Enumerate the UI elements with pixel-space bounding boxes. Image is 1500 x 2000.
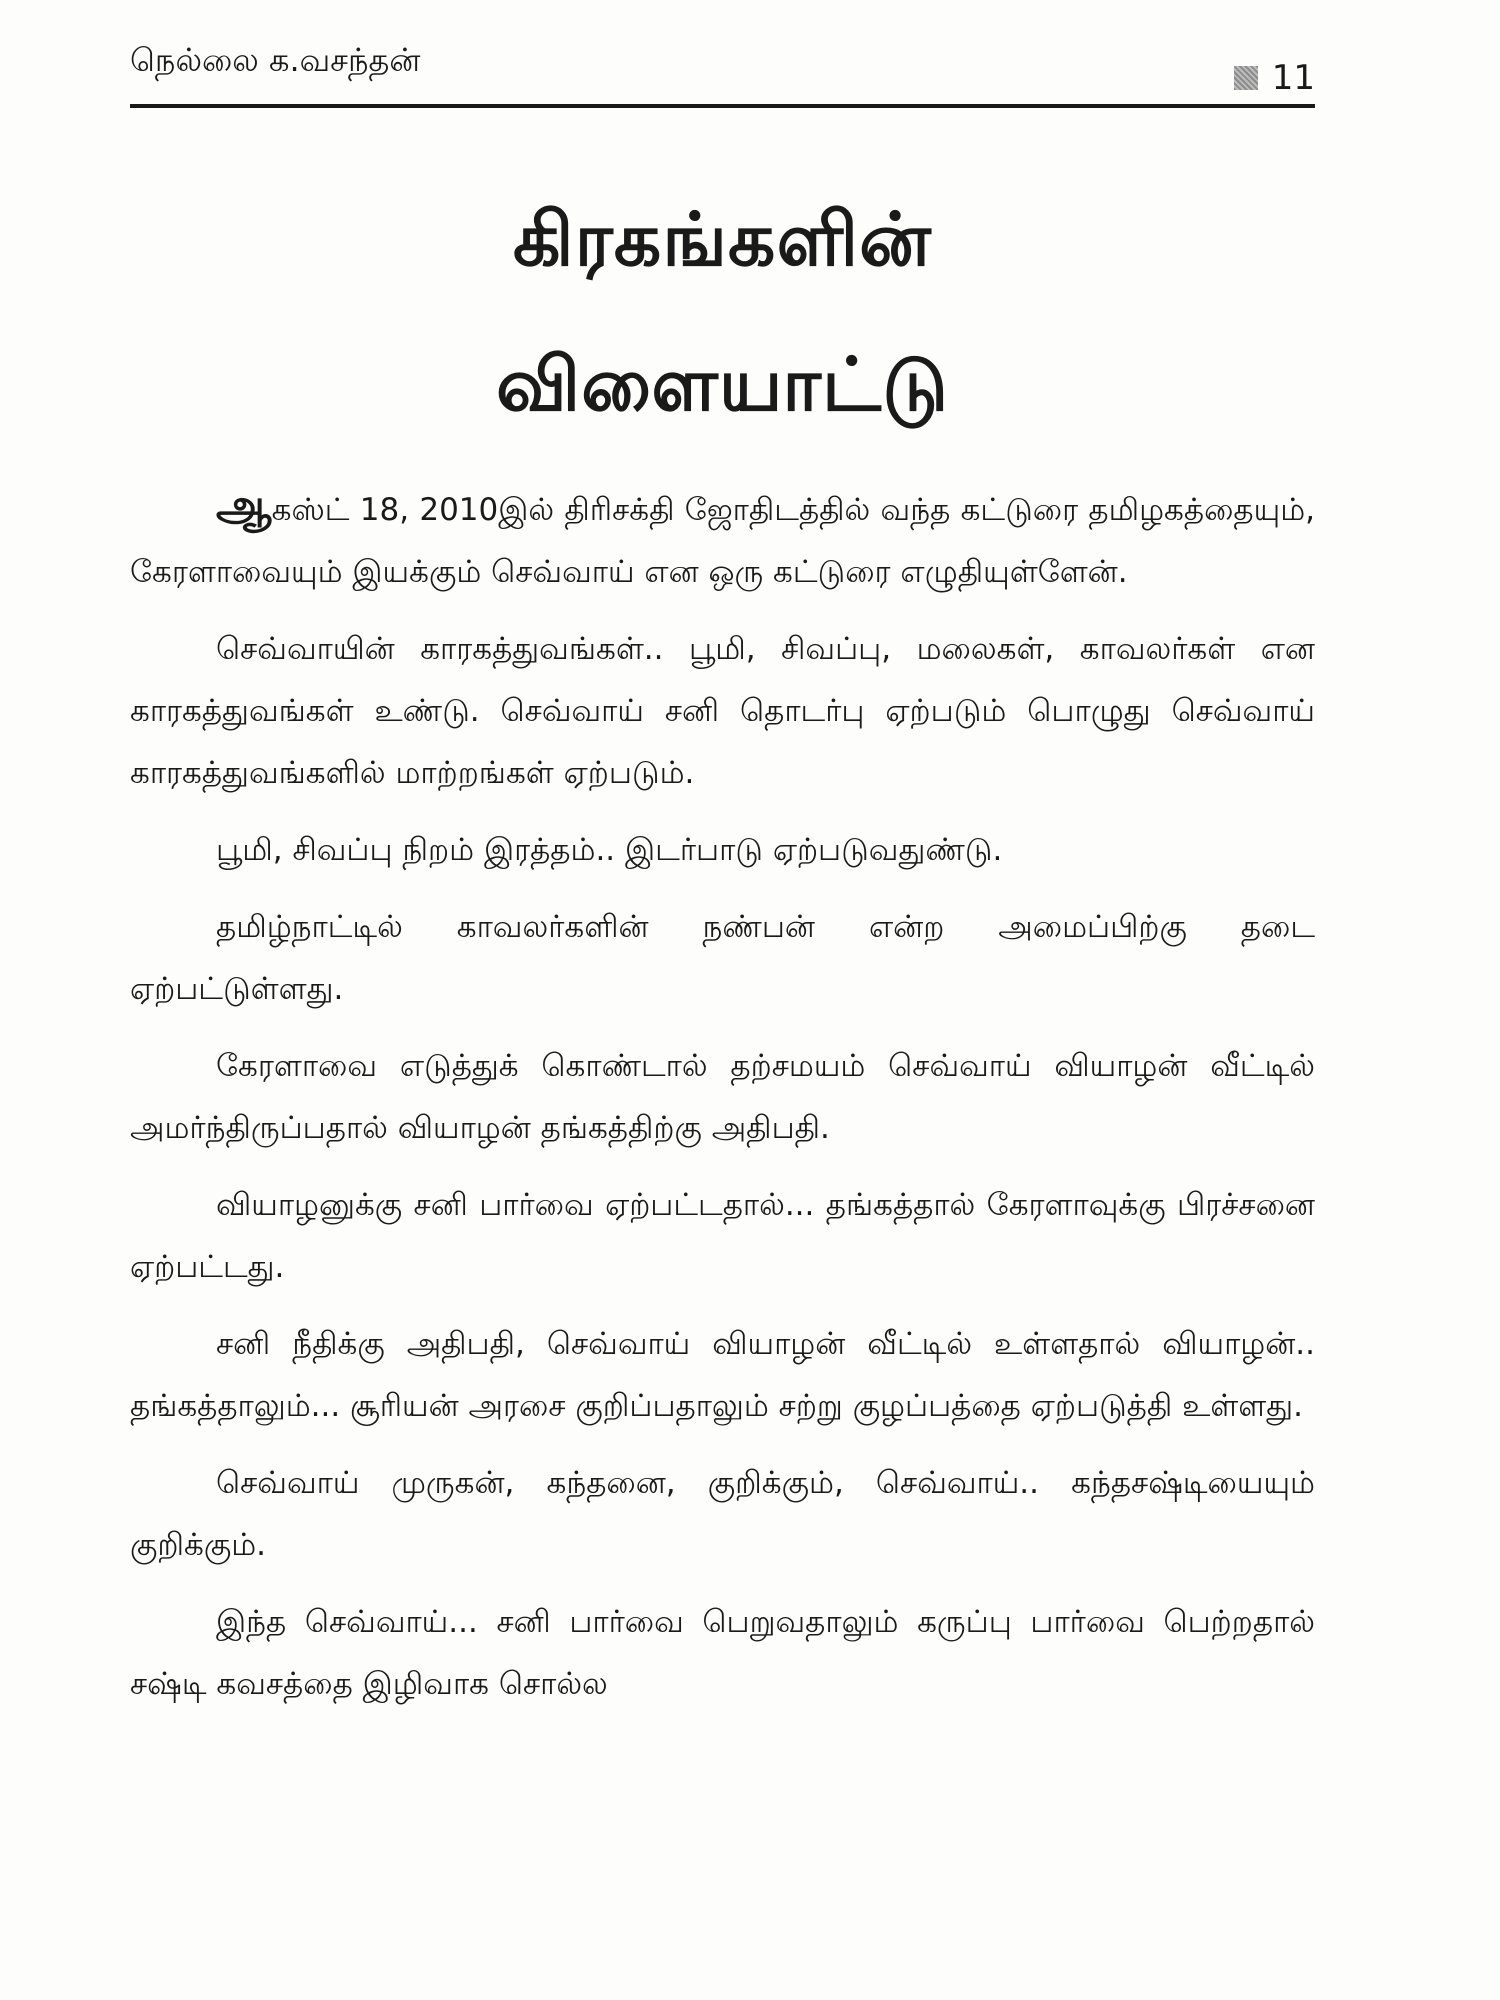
paragraph-3: பூமி, சிவப்பு நிறம் இரத்தம்.. இடர்பாடு ஏற்படுவதுண்டு.: [216, 832, 1003, 868]
page-number: 11: [1271, 58, 1315, 98]
paragraph-7: சனி நீதிக்கு அதிபதி, செவ்வாய் வியாழன் வீட்டில் உள்ளதால் வியாழன்.. தங்கத்தாலும்... சூரியன் அரசை குறிப்பதாலும் சற்று குழப்பத்தை ஏற்படுத்தி உள்ளது.: [130, 1326, 1315, 1424]
running-header: [130, 40, 1315, 110]
chapter-title: [130, 168, 1315, 458]
paragraph-8: செவ்வாய் முருகன், கந்தனை, குறிக்கும், செவ்வாய்.. கந்தசஷ்டியையும் குறிக்கும்.: [130, 1465, 1315, 1563]
paragraph-1-text: கஸ்ட் 18, 2010இல் திரிசக்தி ஜோதிடத்தில் வந்த கட்டுரை தமிழகத்தையும், கேரளாவையும் இயக்கும் செவ்வாய் என ஒரு கட்டுரை எழுதியுள்ளேன்.: [130, 492, 1315, 590]
page-marker-icon: [1234, 66, 1258, 90]
paragraph-5: கேரளாவை எடுத்துக் கொண்டால் தற்சமயம் செவ்வாய் வியாழன் வீட்டில் அமர்ந்திருப்பதால் வியாழன் தங்கத்திற்கு அதிபதி.: [130, 1048, 1315, 1146]
header-page-block: [1234, 58, 1315, 98]
paragraph-4: தமிழ்நாட்டில் காவலர்களின் நண்பன் என்ற அமைப்பிற்கு தடை ஏற்பட்டுள்ளது.: [130, 909, 1315, 1007]
paragraph-6: வியாழனுக்கு சனி பார்வை ஏற்பட்டதால்... தங்கத்தால் கேரளாவுக்கு பிரச்சனை ஏற்பட்டது.: [130, 1187, 1315, 1285]
header-divider: [130, 104, 1315, 108]
chapter-title-line-2: விளையாட்டு: [495, 342, 950, 428]
chapter-title-line-1: கிரகங்களின்: [513, 197, 932, 283]
paragraph-1: [130, 475, 1315, 603]
paragraph-2: செவ்வாயின் காரகத்துவங்கள்.. பூமி, சிவப்பு, மலைகள், காவலர்கள் என காரகத்துவங்கள் உண்டு. செவ்வாய் சனி தொடர்பு ஏற்படும் பொழுது செவ்வாய் காரகத்துவங்களில் மாற்றங்கள் ஏற்படும்.: [130, 631, 1315, 791]
body-text: [130, 475, 1315, 1730]
paragraph-9: இந்த செவ்வாய்... சனி பார்வை பெறுவதாலும் கருப்பு பார்வை பெற்றதால் சஷ்டி கவசத்தை இழிவாக சொல்ல: [130, 1604, 1315, 1702]
header-author: நெல்லை க.வசந்தன்: [130, 41, 421, 79]
drop-cap: ஆ: [216, 480, 272, 531]
